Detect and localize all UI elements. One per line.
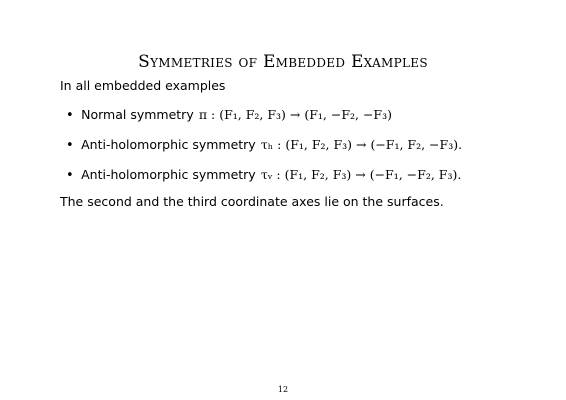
bullet-icon: • bbox=[66, 168, 74, 183]
bullet-item-anti-holomorphic-h bbox=[66, 134, 462, 156]
page-number: 12 bbox=[277, 385, 289, 394]
bullet-list bbox=[66, 104, 462, 194]
bullet-formula: π : (F₁, F₂, F₃) → (F₁, −F₂, −F₃) bbox=[198, 107, 392, 122]
intro-text: In all embedded examples bbox=[60, 78, 226, 93]
bullet-formula: τᵥ : (F₁, F₂, F₃) → (−F₁, −F₂, F₃). bbox=[260, 167, 462, 182]
bullet-label: Anti-holomorphic symmetry bbox=[81, 137, 256, 152]
bullet-icon: • bbox=[66, 108, 74, 123]
bullet-label: Anti-holomorphic symmetry bbox=[81, 167, 256, 182]
slide-title: Symmetries of Embedded Examples bbox=[138, 52, 428, 72]
bullet-item-normal-symmetry bbox=[66, 104, 462, 126]
bullet-formula: τₕ : (F₁, F₂, F₃) → (−F₁, F₂, −F₃). bbox=[260, 137, 463, 152]
closing-text: The second and the third coordinate axes lie on the surfaces. bbox=[60, 194, 444, 209]
bullet-item-anti-holomorphic-v bbox=[66, 164, 462, 186]
bullet-icon: • bbox=[66, 138, 74, 153]
bullet-label: Normal symmetry bbox=[81, 107, 194, 122]
